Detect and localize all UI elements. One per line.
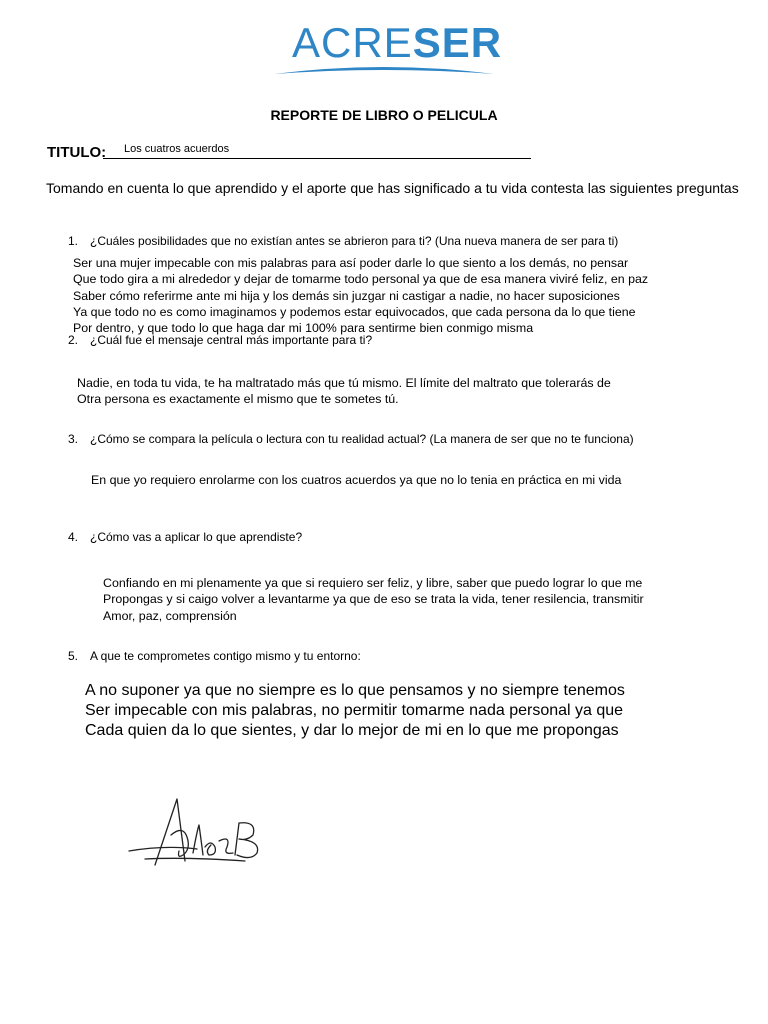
titulo-label: TITULO: — [47, 144, 107, 161]
logo-swoosh-icon — [270, 62, 500, 82]
answer-line: Ser impecable con mis palabras, no permitir tomarme nada personal ya que — [85, 702, 624, 719]
question-5 — [68, 649, 361, 663]
answer-line: Otra persona es exactamente el mismo que te sometes tú. — [77, 392, 399, 407]
question-text: ¿Cuáles posibilidades que no existían antes se abrieron para ti? (Una nueva manera de ser para ti) — [90, 234, 619, 248]
answer-line: Saber cómo referirme ante mi hija y los demás sin juzgar ni castigar a nadie, no hacer suposiciones — [73, 288, 620, 303]
logo-text — [292, 19, 503, 66]
logo-text-bold: SER — [412, 19, 503, 66]
question-number: 3. — [68, 432, 79, 446]
answer-line: Ya que todo no es como imaginamos y podemos estar equivocados, que cada persona da lo que tiene — [73, 304, 636, 319]
intro-text: Tomando en cuenta lo que aprendido y el aporte que has significado a tu vida contesta las siguientes preguntas — [46, 180, 739, 196]
question-text: ¿Cuál fue el mensaje central más importante para ti? — [90, 333, 373, 347]
acreser-logo — [270, 18, 503, 80]
question-number: 1. — [68, 234, 79, 248]
answer-4[interactable] — [103, 575, 644, 624]
question-text: ¿Cómo se compara la película o lectura con tu realidad actual? (La manera de ser que no te funciona) — [90, 432, 634, 446]
answer-line: Que todo gira a mi alrededor y dejar de tomarme todo personal ya que de esa manera viviré feliz, en paz — [73, 272, 649, 287]
question-number: 2. — [68, 333, 79, 347]
answer-line: Cada quien da lo que sientes, y dar lo mejor de mi en lo que me propongas — [85, 722, 619, 739]
question-2 — [68, 333, 372, 347]
answer-line: Por dentro, y que todo lo que haga dar mi 100% para sentirme bien conmigo misma — [73, 321, 534, 336]
question-text: A que te comprometes contigo mismo y tu entorno: — [90, 649, 361, 663]
question-4 — [68, 530, 302, 544]
answer-line: Confiando en mi plenamente ya que si requiero ser feliz, y libre, saber que puedo lograr lo que me — [103, 576, 643, 590]
titulo-field[interactable]: Los cuatros acuerdos — [124, 143, 230, 155]
question-text: ¿Cómo vas a aplicar lo que aprendiste? — [90, 530, 303, 544]
answer-3[interactable] — [91, 472, 621, 488]
answer-line: Nadie, en toda tu vida, te ha maltratado más que tú mismo. El límite del maltrato que tolerarás de — [77, 376, 611, 390]
question-number: 4. — [68, 530, 79, 544]
answer-line: Propongas y si caigo volver a levantarme ya que de eso se trata la vida, tener resilencia, transmitir — [103, 592, 644, 607]
question-3 — [68, 432, 634, 446]
signature-icon — [125, 795, 270, 875]
answer-line: Ser una mujer impecable con mis palabras para así poder darle lo que siento a los demás, no pensar — [73, 256, 629, 270]
titulo-underline — [103, 158, 531, 159]
answer-5[interactable] — [85, 681, 625, 741]
report-title: REPORTE DE LIBRO O PELICULA — [270, 107, 498, 123]
logo-text-light: ACRE — [292, 19, 413, 66]
answer-line: En que yo requiero enrolarme con los cuatros acuerdos ya que no lo tenia en práctica en mi vida — [91, 473, 622, 487]
answer-1[interactable] — [73, 255, 648, 336]
question-number: 5. — [68, 649, 79, 663]
answer-line: Amor, paz, comprensión — [103, 608, 237, 623]
answer-2[interactable] — [77, 375, 611, 408]
question-1 — [68, 234, 618, 248]
answer-line: A no suponer ya que no siempre es lo que pensamos y no siempre tenemos — [85, 682, 625, 699]
